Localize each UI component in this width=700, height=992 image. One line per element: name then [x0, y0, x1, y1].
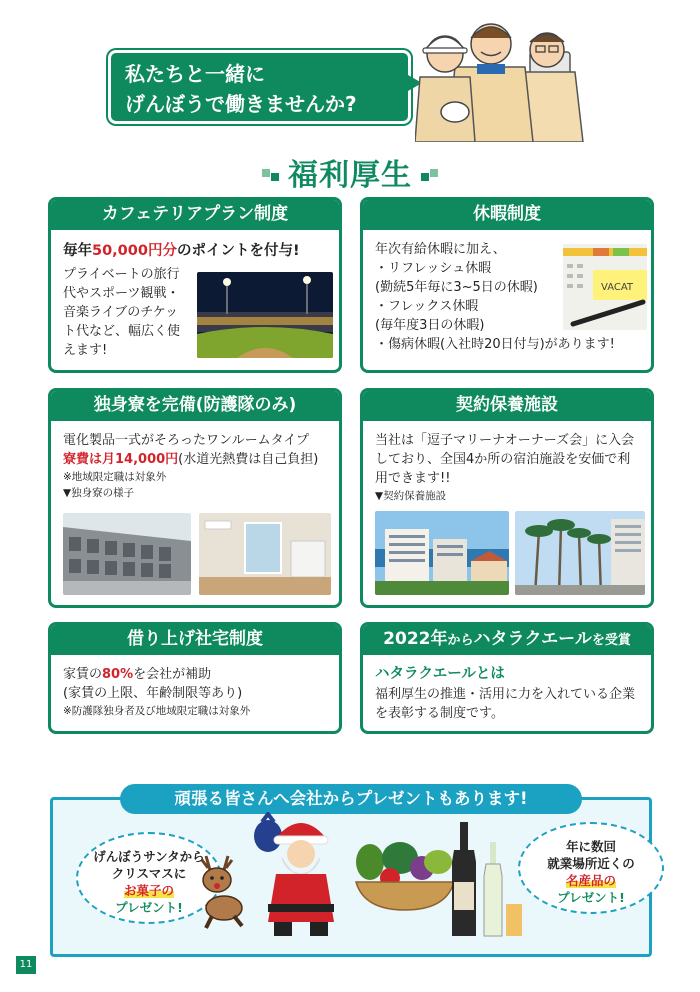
hero-bubble — [108, 50, 411, 124]
card-vacation — [360, 197, 654, 373]
card-resort — [360, 388, 654, 608]
workers-illustration — [415, 12, 585, 142]
resort-body: 当社は「逗子マリーナオーナーズ会」に入会しており、全国4か所の宿泊施設を安価で利用できます!! — [375, 433, 635, 486]
dorm-fee-line: 寮費は月14,000円(水道光熱費は自己負担) — [63, 452, 319, 467]
cafeteria-lead: 毎年50,000円分のポイントを付与! — [63, 243, 300, 259]
housing-line-1: 家賃の80%を会社が補助 — [63, 667, 212, 682]
vacation-line-5: (毎年度3日の休暇) — [375, 318, 485, 333]
present-bubble-left: げんぼうサンタから クリスマスに お菓子の プレゼント! — [76, 832, 222, 924]
vacation-line-1: 年次有給休暇に加え、 — [375, 242, 506, 257]
housing-percent: 80% — [102, 667, 134, 682]
present-left-highlight: お菓子の — [123, 883, 174, 898]
cafeteria-amount: 50,000円分 — [92, 243, 177, 259]
resort-palm-photo — [515, 511, 645, 595]
santa-icon — [246, 812, 356, 942]
vacation-note-text: VACAT — [601, 282, 634, 293]
present-right-highlight: 名産品の — [565, 873, 616, 888]
present-title: 頑張る皆さんへ会社からプレゼントもあります! — [120, 784, 582, 814]
vacation-line-3: (勤続5年毎に3~5日の休暇) — [375, 280, 538, 295]
section-title: 福利厚生 — [288, 158, 412, 193]
dorm-note: ※地域限定職は対象外 — [63, 471, 167, 483]
card-cafeteria-title: カフェテリアプラン制度 — [51, 200, 339, 230]
card-award — [360, 622, 654, 734]
dorm-line-1: 電化製品一式がそろったワンルームタイプ — [63, 433, 310, 448]
housing-note: ※防護隊独身者及び地域限定職は対象外 — [63, 705, 251, 717]
vacation-line-6: ・傷病休暇(入社時20日付与)があります! — [375, 337, 615, 352]
bottles-icon — [444, 822, 524, 940]
award-body: 福利厚生の推進・活用に力を入れている企業を表彰する制度です。 — [375, 687, 636, 721]
card-award-title: 2022年からハタラクエールを受賞 — [363, 625, 651, 655]
vacation-line-2: ・リフレッシュ休暇 — [375, 261, 492, 276]
housing-line-2: (家賃の上限、年齢制限等あり) — [63, 686, 243, 701]
card-dorm-title: 独身寮を完備(防護隊のみ) — [51, 391, 339, 421]
cafeteria-body: プライベートの旅行代やスポーツ観戦・音楽ライブのチケット代など、幅広く使えます! — [63, 267, 181, 358]
dorm-room-photo — [199, 513, 331, 595]
title-deco-right — [418, 163, 438, 183]
card-housing-title: 借り上げ社宅制度 — [51, 625, 339, 655]
card-vacation-title: 休暇制度 — [363, 200, 651, 230]
vacation-line-4: ・フレックス休暇 — [375, 299, 479, 314]
stadium-photo — [197, 272, 333, 358]
card-cafeteria — [48, 197, 342, 373]
present-bubble-right: 年に数回 就業場所近くの 名産品の プレゼント! — [518, 822, 664, 914]
hero-line-2: げんぼうで働きませんか? — [125, 92, 357, 116]
award-subtitle: ハタラクエールとは — [375, 666, 505, 682]
vacation-photo — [563, 244, 647, 330]
dorm-fee: 寮費は月14,000円 — [63, 452, 179, 467]
hero-line-1: 私たちと一緒に — [125, 62, 265, 86]
card-resort-title: 契約保養施設 — [363, 391, 651, 421]
card-housing — [48, 622, 342, 734]
card-dorm — [48, 388, 342, 608]
dorm-exterior-photo — [63, 513, 191, 595]
page-number: 11 — [16, 956, 36, 974]
resort-hotel-photo — [375, 511, 509, 595]
dorm-caption: ▼独身寮の様子 — [63, 487, 135, 499]
resort-caption: ▼契約保養施設 — [375, 490, 447, 502]
